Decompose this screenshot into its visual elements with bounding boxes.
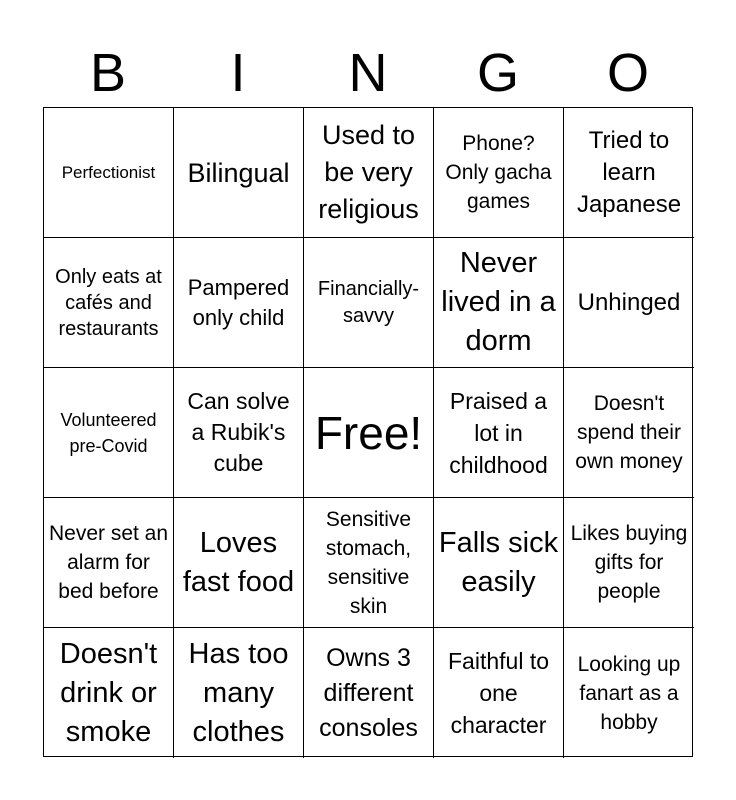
cell-text: Falls sick easily (438, 526, 559, 598)
header-letter-b: B (89, 43, 127, 103)
cell-text: Phone? Only gacha games (445, 132, 552, 213)
bingo-cell[interactable] (564, 628, 694, 758)
free-cell[interactable] (304, 368, 434, 498)
bingo-cell[interactable] (564, 108, 694, 238)
bingo-cell[interactable] (434, 628, 564, 758)
bingo-cell[interactable] (564, 238, 694, 368)
cell-text: Pampered only child (187, 274, 290, 330)
cell-text: Has too many clothes (188, 637, 289, 748)
cell-text: Tried to learn Japanese (576, 126, 682, 218)
bingo-cell[interactable] (304, 628, 434, 758)
cell-text: Never lived in a dorm (441, 247, 556, 357)
bingo-cell[interactable] (174, 108, 304, 238)
cell-text: Faithful to one character (448, 648, 549, 738)
cell-text: Sensitive stomach, sensitive skin (325, 507, 412, 618)
cell-text: Bilingual (187, 157, 290, 188)
bingo-cell[interactable] (44, 108, 174, 238)
cell-text: Free! (314, 406, 423, 459)
header-letter-g: G (476, 43, 519, 103)
cell-text: Used to be very religious (318, 120, 419, 224)
bingo-cell[interactable] (44, 238, 174, 368)
cell-text: Owns 3 different consoles (319, 643, 418, 742)
bingo-cell[interactable] (564, 498, 694, 628)
cell-text: Praised a lot in childhood (449, 387, 548, 478)
cell-text: Perfectionist (61, 162, 156, 182)
bingo-cell[interactable] (174, 368, 304, 498)
bingo-cell[interactable] (174, 628, 304, 758)
bingo-cell[interactable] (44, 498, 174, 628)
cell-text: Likes buying gifts for people (570, 522, 688, 603)
cell-text: Never set an alarm for bed before (48, 522, 169, 603)
bingo-cell[interactable] (174, 238, 304, 368)
bingo-board (43, 107, 693, 757)
bingo-cell[interactable] (44, 368, 174, 498)
cell-text: Only eats at cafés and restaurants (55, 265, 162, 340)
bingo-cell[interactable] (304, 238, 434, 368)
header-letter-i: I (230, 43, 246, 103)
bingo-cell[interactable] (564, 368, 694, 498)
cell-text: Can solve a Rubik's cube (187, 388, 290, 476)
bingo-cell[interactable] (434, 238, 564, 368)
cell-text: Financially-savvy (317, 277, 420, 327)
bingo-header (43, 38, 693, 108)
bingo-cell[interactable] (434, 108, 564, 238)
header-letter-o: O (606, 43, 649, 103)
bingo-cell[interactable] (304, 108, 434, 238)
bingo-cell[interactable] (304, 498, 434, 628)
bingo-cell[interactable] (174, 498, 304, 628)
cell-text: Volunteered pre-Covid (60, 409, 157, 456)
cell-text: Loves fast food (182, 526, 295, 598)
header-letter-n: N (348, 43, 388, 103)
cell-text: Looking up fanart as a hobby (577, 652, 681, 734)
cell-text: Doesn't spend their own money (575, 392, 683, 473)
bingo-cell[interactable] (44, 628, 174, 758)
bingo-cell[interactable] (434, 498, 564, 628)
cell-text: Unhinged (577, 288, 681, 316)
cell-text: Doesn't drink or smoke (59, 637, 158, 748)
bingo-cell[interactable] (434, 368, 564, 498)
